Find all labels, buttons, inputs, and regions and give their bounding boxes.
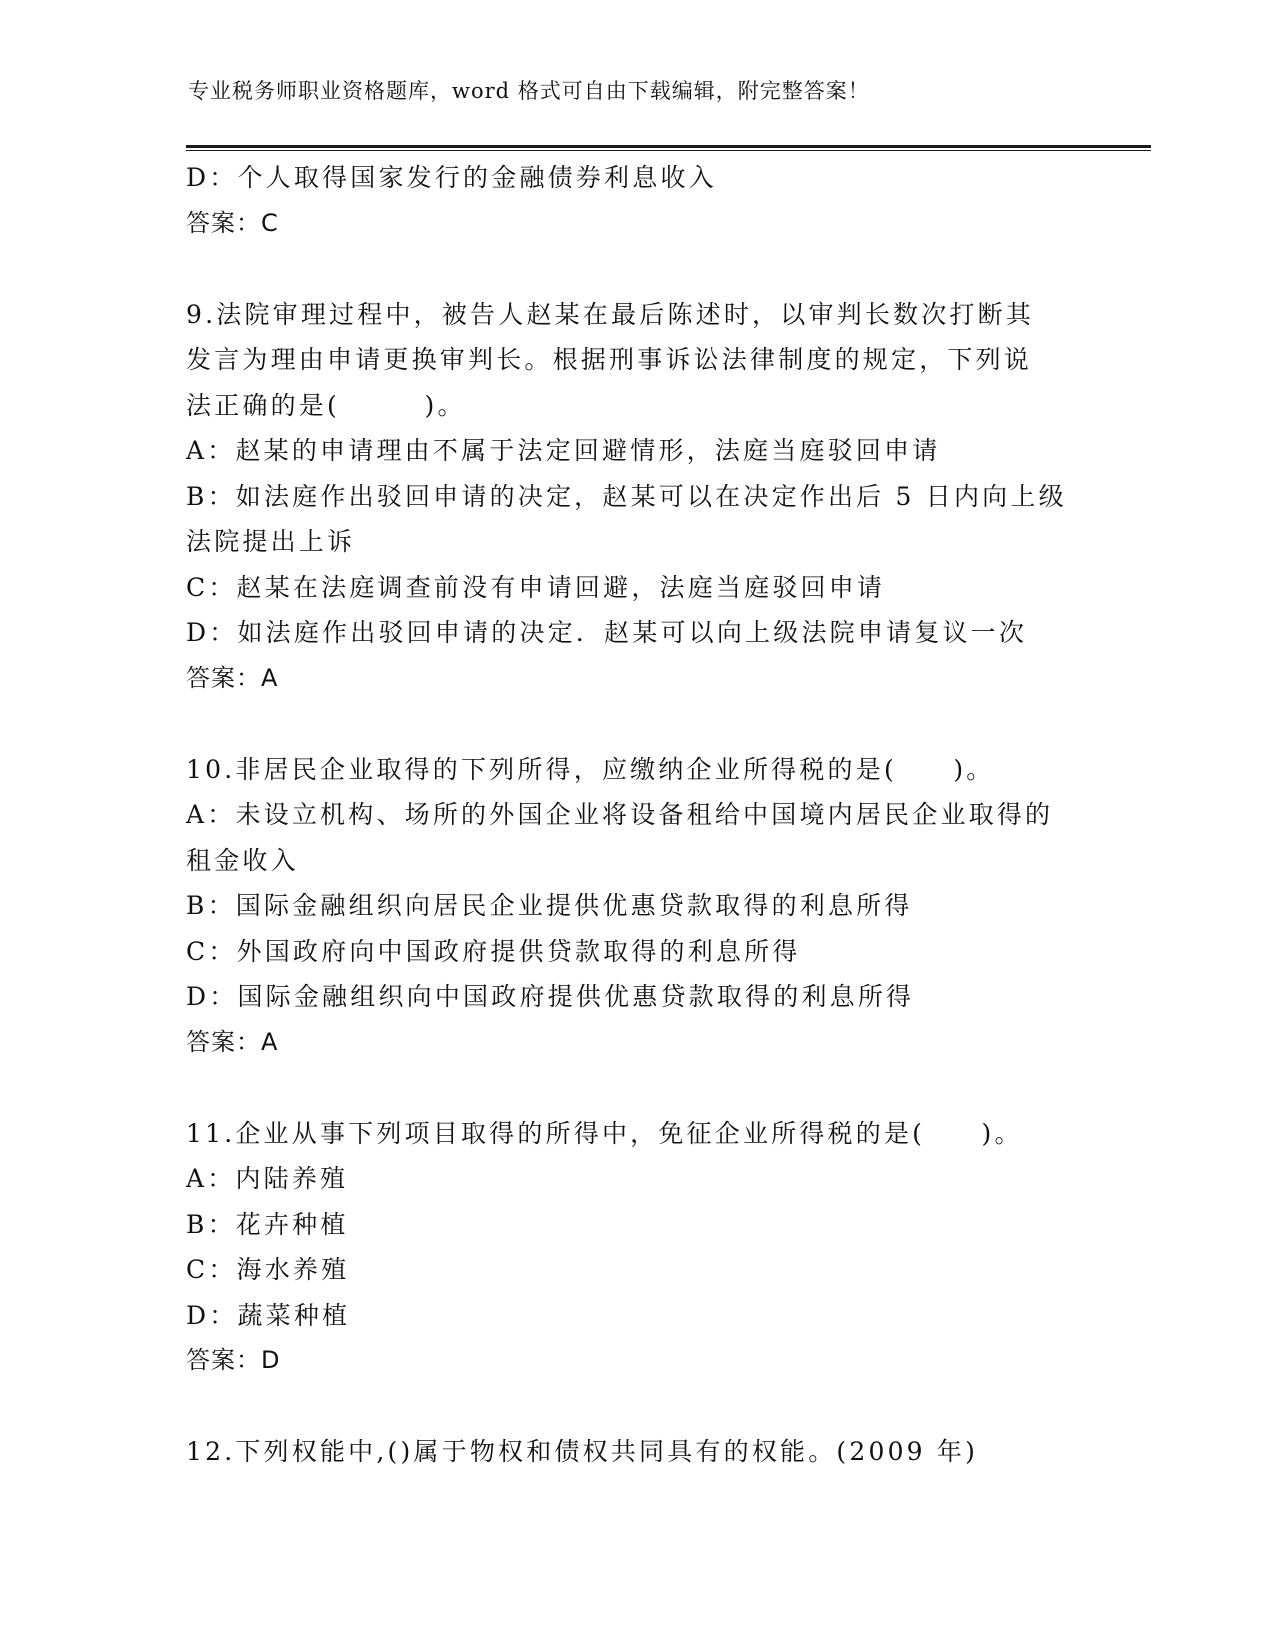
q9-option-d: D：如法庭作出驳回申请的决定．赵某可以向上级法院申请复议一次 (186, 618, 1028, 647)
q11-option-d: D：蔬菜种植 (186, 1300, 351, 1330)
q9-stem-line-3: 法正确的是( )。 (186, 390, 466, 420)
q9-answer: 答案：A (186, 663, 279, 692)
question-10 (186, 747, 1086, 1066)
question-9 (186, 292, 1086, 702)
spacer (186, 1384, 1086, 1430)
q11-option-b: B：花卉种植 (186, 1209, 349, 1239)
spacer (186, 1065, 1086, 1111)
q12-stem: 12.下列权能中,()属于物权和债权共同具有的权能。(2009 年) (186, 1437, 979, 1466)
question-11 (186, 1111, 1086, 1384)
q11-answer: 答案：D (186, 1346, 281, 1374)
q11-option-c: C：海水养殖 (186, 1255, 350, 1284)
q10-stem: 10.非居民企业取得的下列所得，应缴纳企业所得税的是( )。 (186, 754, 995, 784)
question-12 (186, 1429, 1086, 1475)
q9-option-b-line-2: 法院提出上诉 (186, 527, 356, 556)
spacer (186, 701, 1086, 747)
q9-option-c: C：赵某在法庭调查前没有申请回避，法庭当庭驳回申请 (186, 572, 886, 602)
q10-option-b: B：国际金融组织向居民企业提供优惠贷款取得的利息所得 (186, 891, 913, 920)
header-divider-thin (186, 150, 1151, 151)
q11-stem: 11.企业从事下列项目取得的所得中，免征企业所得税的是( )。 (186, 1118, 1023, 1148)
prev-answer: 答案：C (186, 208, 279, 237)
q9-stem-line-1: 9.法院审理过程中，被告人赵某在最后陈述时，以审判长数次打断其 (186, 299, 1035, 329)
q10-option-a-line-1: A：未设立机构、场所的外国企业将设备租给中国境内居民企业取得的 (186, 800, 1054, 829)
header-divider-thick (186, 145, 1151, 148)
q11-option-a: A：内陆养殖 (186, 1164, 349, 1193)
prev-option-d: D：个人取得国家发行的金融债券利息收入 (186, 163, 717, 192)
question-content (186, 155, 1086, 1475)
q10-answer: 答案：A (186, 1027, 279, 1056)
q10-option-a-line-2: 租金收入 (186, 845, 299, 875)
q9-stem-line-2: 发言为理由申请更换审判长。根据刑事诉讼法律制度的规定，下列说 (186, 345, 1033, 374)
q10-option-d: D：国际金融组织向中国政府提供优惠贷款取得的利息所得 (186, 982, 915, 1011)
page-header: 专业税务师职业资格题库，word 格式可自由下载编辑，附完整答案！ (188, 79, 870, 103)
q9-option-a: A：赵某的申请理由不属于法定回避情形，法庭当庭驳回申请 (186, 436, 941, 465)
q10-option-c: C：外国政府向中国政府提供贷款取得的利息所得 (186, 936, 801, 966)
q9-option-b-line-1: B：如法庭作出驳回申请的决定，赵某可以在决定作出后 5 日内向上级 (186, 481, 1067, 511)
spacer (186, 246, 1086, 292)
